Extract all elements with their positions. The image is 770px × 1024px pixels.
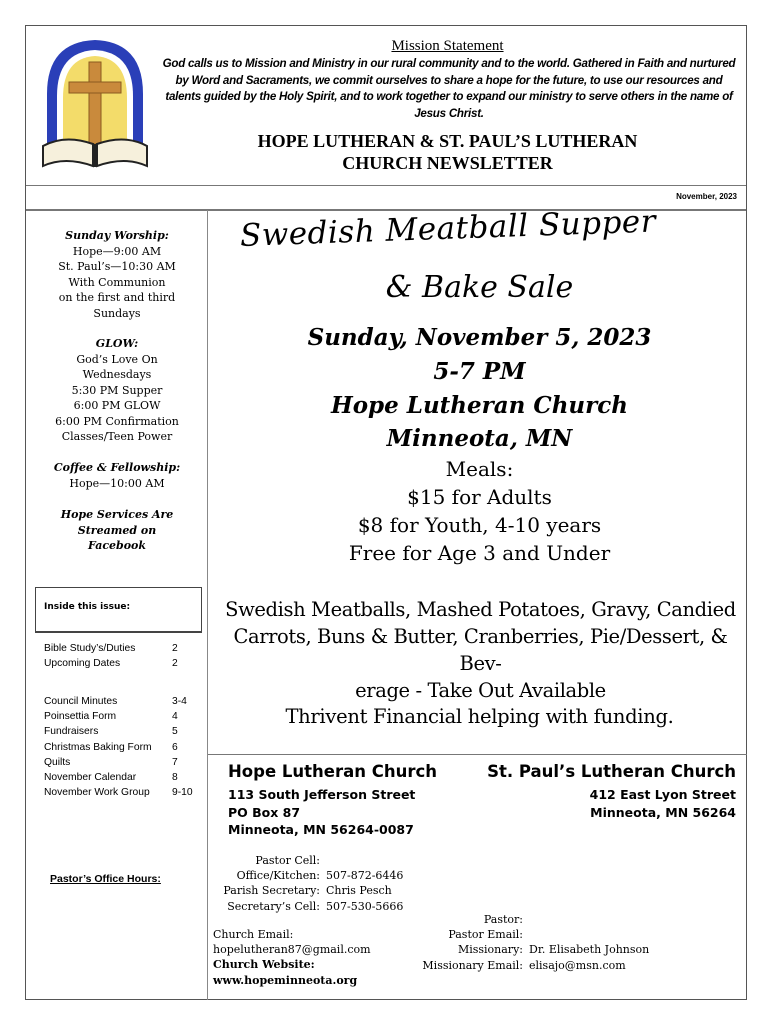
meal-menu [218, 596, 743, 704]
toc-row [44, 740, 194, 755]
issue-date: November, 2023 [676, 192, 737, 201]
toc-page: 9-10 [172, 787, 193, 799]
menu-line: erage - Take Out Available [355, 679, 606, 702]
church-email-link[interactable]: hopelutheran87@gmail.com [213, 943, 371, 957]
contact-label: Pastor Cell: [255, 854, 320, 867]
contact-row [380, 927, 649, 942]
price-line: Free for Age 3 and Under [348, 541, 611, 565]
mission-statement-text: God calls us to Mission and Ministry in our rural community and to the world. Gathered in Faith and nurtured by Word and Sacraments, we commit ourselves to share a hope for the future, to use our resources and talents guided by the Holy Spirit, and to work together to expand our ministry to serve others in the name of Jesus Christ. [162, 57, 736, 120]
streaming-block [30, 507, 204, 554]
glow-block [30, 336, 204, 445]
contact-row [380, 958, 649, 973]
address-line: Minneota, MN 56264-0087 [228, 822, 414, 837]
price-line: $15 for Adults [407, 485, 552, 509]
toc-item: Bible Study’s/Duties [44, 643, 136, 654]
inside-issue-title: Inside this issue: [44, 602, 131, 612]
meal-prices [212, 455, 747, 567]
mission-statement-title: Mission Statement [391, 38, 504, 54]
glow-line: God’s Love On [76, 352, 158, 366]
toc-item: Poinsettia Form [44, 711, 117, 723]
event-time: 5-7 PM [433, 358, 526, 385]
glow-line: 6:00 PM GLOW [73, 399, 161, 412]
sunday-worship-block [30, 228, 204, 321]
church-website-label: Church Website: [213, 958, 315, 972]
table-of-contents-group1 [44, 641, 194, 671]
toc-row [44, 724, 194, 739]
toc-row [44, 785, 194, 800]
toc-page: 3-4 [172, 696, 187, 707]
toc-page: 7 [172, 756, 178, 768]
column-divider [207, 210, 208, 1000]
cross-and-bible-logo-icon [35, 34, 155, 169]
header-divider [26, 185, 746, 186]
church-email-label: Church Email: [213, 928, 294, 941]
table-of-contents-group2 [44, 694, 194, 800]
worship-line: Sundays [93, 306, 141, 320]
toc-item: November Calendar [44, 772, 137, 784]
contact-row [212, 899, 403, 914]
toc-row [44, 709, 194, 724]
newsletter-title-line1: HOPE LUTHERAN & ST. PAUL’S LUTHERAN [257, 131, 638, 151]
event-location: Hope Lutheran Church [330, 392, 628, 419]
inside-issue-divider [35, 631, 202, 633]
address-line: 412 East Lyon Street [589, 787, 736, 802]
contact-label: Missionary Email: [422, 958, 523, 972]
event-title-line2: & Bake Sale [385, 270, 574, 305]
churches-divider [208, 754, 747, 755]
contact-row [380, 912, 649, 927]
price-line: $8 for Youth, 4-10 years [357, 513, 602, 537]
glow-line: 5:30 PM Supper [71, 383, 163, 397]
funding-note: Thrivent Financial helping with funding. [285, 705, 674, 728]
toc-page: 5 [172, 726, 178, 738]
stream-line: Facebook [87, 539, 147, 552]
toc-row [44, 755, 194, 770]
contact-row [212, 853, 403, 868]
contact-value: Chris Pesch [326, 884, 392, 898]
coffee-heading: Coffee & Fellowship: [53, 461, 181, 474]
toc-page: 8 [172, 772, 178, 784]
contact-info-group1 [212, 853, 403, 914]
toc-page: 4 [172, 711, 178, 723]
toc-item: Council Minutes [44, 696, 118, 707]
contact-row [212, 868, 403, 883]
church-email-website [213, 927, 371, 988]
coffee-line: Hope—10:00 AM [69, 476, 165, 490]
address-line: PO Box 87 [228, 804, 301, 820]
contact-value: 507-530-5666 [326, 899, 404, 913]
contact-value: Dr. Elisabeth Johnson [529, 943, 650, 957]
pastor-office-hours: Pastor’s Office Hours: [50, 873, 161, 885]
toc-item: November Work Group [44, 787, 150, 799]
worship-line: St. Paul’s—10:30 AM [58, 260, 176, 273]
newsletter-title-line2: CHURCH NEWSLETTER [342, 153, 553, 173]
hope-church-name: Hope Lutheran Church [228, 762, 438, 781]
worship-line: With Communion [68, 275, 166, 289]
event-title-line1: Swedish Meatball Supper [239, 203, 657, 254]
worship-line: on the first and third [58, 291, 176, 304]
contact-value: elisajo@msn.com [529, 958, 626, 972]
contact-label: Office/Kitchen: [236, 869, 320, 883]
meals-heading: Meals: [445, 457, 514, 481]
glow-line: 6:00 PM Confirmation [55, 414, 179, 428]
coffee-fellowship-block [30, 460, 204, 491]
contact-label: Missionary: [457, 943, 523, 957]
stream-line: Streamed on [77, 523, 157, 537]
event-city: Minneota, MN [386, 425, 573, 452]
event-date: Sunday, November 5, 2023 [307, 324, 652, 351]
address-line: 113 South Jefferson Street [228, 787, 416, 802]
contact-value: 507-872-6446 [326, 869, 404, 883]
newsletter-title [160, 130, 735, 174]
contact-row [380, 942, 649, 957]
st-pauls-church-address [590, 786, 736, 821]
stream-line: Hope Services Are [60, 508, 174, 521]
address-line: Minneota, MN 56264 [590, 804, 736, 820]
menu-line: Swedish Meatballs, Mashed Potatoes, Gravy, Candied [225, 598, 736, 621]
contact-row [212, 883, 403, 898]
toc-row [44, 656, 194, 671]
menu-line: Carrots, Buns & Butter, Cranberries, Pie/Dessert, & Bev- [233, 625, 728, 675]
toc-item: Quilts [44, 756, 71, 768]
toc-page: 2 [172, 658, 178, 670]
glow-line: Wednesdays [82, 368, 152, 381]
glow-line: Classes/Teen Power [61, 430, 173, 443]
st-pauls-church-name: St. Paul’s Lutheran Church [487, 762, 736, 781]
glow-heading: GLOW: [95, 337, 139, 350]
toc-row [44, 770, 194, 785]
church-website-link[interactable]: www.hopeminneota.org [213, 973, 358, 987]
toc-item: Upcoming Dates [44, 658, 121, 670]
hope-church-address [228, 786, 415, 839]
contact-label: Pastor: [483, 913, 523, 926]
contact-label: Parish Secretary: [223, 884, 320, 898]
toc-page: 6 [172, 741, 178, 753]
contact-info-group2 [380, 912, 649, 973]
sunday-worship-heading: Sunday Worship: [65, 229, 169, 242]
toc-row [44, 694, 194, 709]
worship-line: Hope—9:00 AM [72, 244, 162, 258]
toc-row [44, 641, 194, 656]
toc-page: 2 [172, 643, 178, 654]
toc-item: Fundraisers [44, 726, 99, 738]
contact-label: Secretary’s Cell: [227, 899, 320, 913]
toc-item: Christmas Baking Form [44, 741, 152, 753]
contact-label: Pastor Email: [448, 928, 523, 942]
